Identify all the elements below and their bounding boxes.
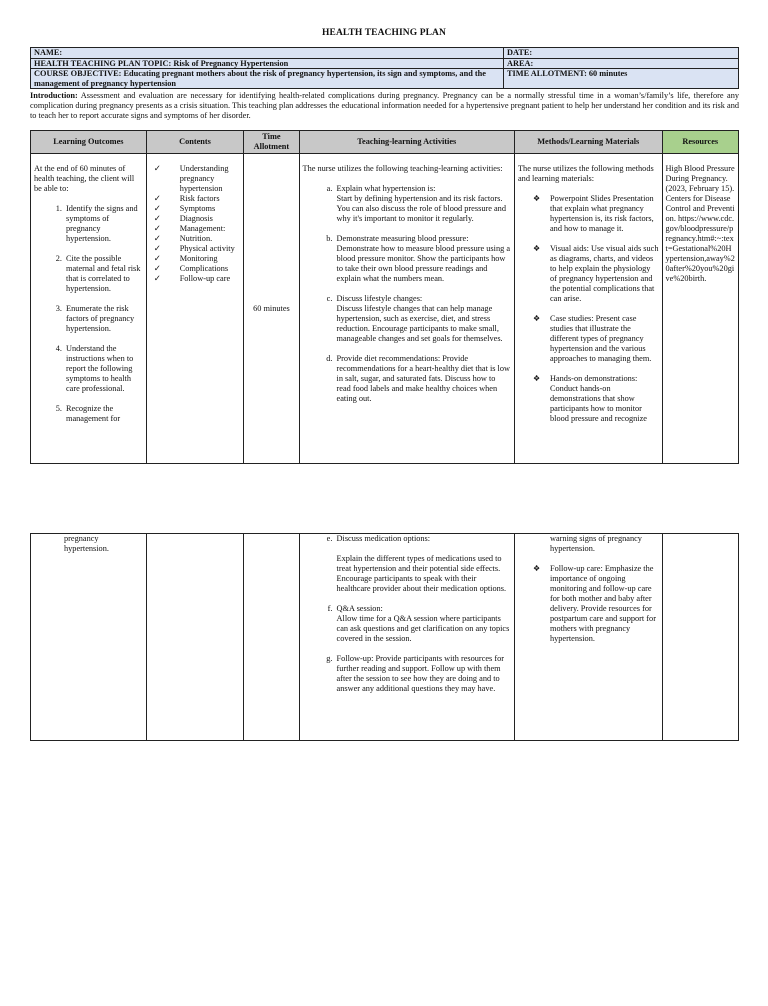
date-field: DATE:	[504, 48, 739, 59]
checkmark-icon: ✓	[153, 254, 161, 263]
activity-item: d. Provide diet recommendations: Provide recommendations for a heart-healthy diet that is low in salt, sugar, and saturated fats. Discuss how to read food labels and make healthy choices when eating out.	[335, 354, 511, 404]
checkmark-icon: ✓	[153, 194, 161, 203]
learning-outcomes-cell	[31, 154, 147, 464]
activity-item: a. Explain what hypertension is: Start by defining hypertension and its risk factors. You can also discuss the role of blood pressure and why it's important to monitor it regularly.	[335, 184, 511, 224]
col-contents: Contents	[146, 131, 244, 154]
content-item: ✓ Nutrition.	[153, 234, 213, 243]
checkmark-icon: ✓	[153, 234, 161, 243]
activity-item: b. Demonstrate measuring blood pressure: Demonstrate how to measure blood pressure using a blood pressure monitor. Show the participants how to take their own blood pressure readings and explain what the numbers mean.	[335, 234, 511, 284]
checkmark-icon: ✓	[153, 244, 161, 253]
document-title: HEALTH TEACHING PLAN	[322, 28, 446, 38]
introduction	[30, 91, 739, 121]
plan-table-page2	[30, 533, 739, 741]
activity-item: c. Discuss lifestyle changes: Discuss lifestyle changes that can help manage hypertension, such as exercise, diet, and stress reduction. Encourage participants to make small, manageable changes and set goals for themselves.	[335, 294, 511, 344]
plan-table-page1	[30, 130, 739, 464]
outcome-item: 2. Cite the possible maternal and fetal risk that is correlated to hypertension.	[64, 254, 143, 294]
introduction-label: Introduction:	[30, 91, 78, 100]
content-item: ✓ Symptoms	[153, 204, 216, 213]
time-allotment-cell: 60 minutes	[244, 154, 299, 464]
resources-cell: High Blood Pressure During Pregnancy. (2023, February 15). Centers for Disease Control and Prevention. https://www.cdc.gov/bloodpressure/pregnancy.htm#:~:text=Gestational%20Hypertension,away%20after%20you%20give%20birth.	[662, 154, 738, 464]
objective-field: COURSE OBJECTIVE: Educating pregnant mothers about the risk of pregnancy hypertension, its sign and symptoms, and the management of pregnancy hypertension	[31, 69, 504, 89]
method-item: ❖ Follow-up care: Emphasize the importance of ongoing monitoring and follow-up care for both mother and baby after delivery. Provide resources for postpartum care and support for mothers with pregnancy hypertension.	[532, 564, 656, 643]
checkmark-icon: ✓	[153, 264, 161, 273]
diamond-bullet-icon: ❖	[532, 314, 541, 323]
activities-cell	[299, 154, 514, 464]
outcome-item: 1. Identify the signs and symptoms of pregnancy hypertension.	[64, 204, 143, 244]
name-field: NAME:	[31, 48, 504, 59]
content-item: ✓ Complications	[153, 264, 229, 273]
activity-item: e. Discuss medication options: Explain the different types of medications used to treat hypertension and their potential side effects. Encourage participants to speak with their healthcare provider about their medication options.	[335, 534, 511, 594]
area-field: AREA:	[504, 58, 739, 69]
content-item: ✓ Understanding pregnancy hypertension	[153, 164, 229, 193]
outcome-item: 5. Recognize the management for	[64, 404, 143, 424]
activity-item: g. Follow-up: Provide participants with resources for further reading and support. Follow up with them after the session to see how they are doing and to answer any additional questions they may have.	[335, 654, 511, 694]
activities-cont	[299, 534, 514, 741]
activity-item: f. Q&A session: Allow time for a Q&A session where participants can ask questions and get clarification on any topics covered in the session.	[335, 604, 511, 644]
diamond-bullet-icon: ❖	[532, 194, 541, 203]
contents-cell	[146, 154, 244, 464]
col-learning-outcomes: Learning Outcomes	[31, 131, 147, 154]
methods-cont	[514, 534, 662, 741]
content-item: ✓ Diagnosis	[153, 214, 213, 223]
content-item: ✓ Management:	[153, 224, 226, 233]
time-allotment-field: TIME ALLOTMENT: 60 minutes	[504, 69, 739, 89]
method-cont-text: warning signs of pregnancy hypertension.	[549, 534, 642, 553]
introduction-text: Assessment and evaluation are necessary for identifying health-related complications during pregnancy. Pregnancy can be a normally stressful time in a woman’s/family’s life, therefore any complication during pregnancy presents as a crisis situation. This teaching plan addresses the educational information needed for a hypertensive pregnant patient to help her understand her condition and its risk and to teach her to report accurate signs and symptoms of her disorder.	[30, 91, 739, 120]
activities-intro: The nurse utilizes the following teaching-learning activities:	[302, 164, 503, 173]
col-activities: Teaching-learning Activities	[299, 131, 514, 154]
methods-cell	[514, 154, 662, 464]
content-item: ✓ Physical activity	[153, 244, 235, 253]
contents-cont	[146, 534, 244, 741]
content-item: ✓ Monitoring	[153, 254, 218, 263]
time-cont	[244, 534, 299, 741]
method-item: ❖ Case studies: Present case studies that illustrate the different types of pregnancy hypertension and the various approaches to managing them.	[532, 314, 652, 363]
diamond-bullet-icon: ❖	[532, 244, 541, 253]
checkmark-icon: ✓	[153, 164, 161, 173]
content-item: ✓ Risk factors	[153, 194, 220, 203]
diamond-bullet-icon: ❖	[532, 374, 541, 383]
outcomes-intro: At the end of 60 minutes of health teaching, the client will be able to:	[34, 164, 135, 193]
col-time-allotment: Time Allotment	[244, 131, 299, 154]
diamond-bullet-icon: ❖	[532, 564, 541, 573]
checkmark-icon: ✓	[153, 224, 161, 233]
method-item: ❖ Hands-on demonstrations: Conduct hands-on demonstrations that show participants how to monitor blood pressure and recognize	[532, 374, 647, 423]
checkmark-icon: ✓	[153, 204, 161, 213]
header-table	[30, 47, 739, 89]
methods-intro: The nurse utilizes the following methods and learning materials:	[517, 164, 654, 183]
content-item: ✓ Follow-up care	[153, 274, 231, 283]
checkmark-icon: ✓	[153, 274, 161, 283]
col-methods: Methods/Learning Materials	[514, 131, 662, 154]
col-resources: Resources	[662, 131, 738, 154]
method-item: ❖ Visual aids: Use visual aids such as diagrams, charts, and videos to help explain the physiology of pregnancy hypertension and the potential complications that can arise.	[532, 244, 659, 303]
learning-outcomes-cont: pregnancy hypertension.	[31, 534, 147, 741]
topic-field: HEALTH TEACHING PLAN TOPIC: Risk of Pregnancy Hypertension	[31, 58, 504, 69]
outcome-item: 3. Enumerate the risk factors of pregnancy hypertension.	[64, 304, 143, 334]
checkmark-icon: ✓	[153, 214, 161, 223]
resources-cont	[662, 534, 738, 741]
method-item: ❖ Powerpoint Slides Presentation that explain what pregnancy hypertension is, its risk factors, and how to manage it.	[532, 194, 654, 233]
outcome-item: 4. Understand the instructions when to report the following symptoms to health care professional.	[64, 344, 143, 394]
